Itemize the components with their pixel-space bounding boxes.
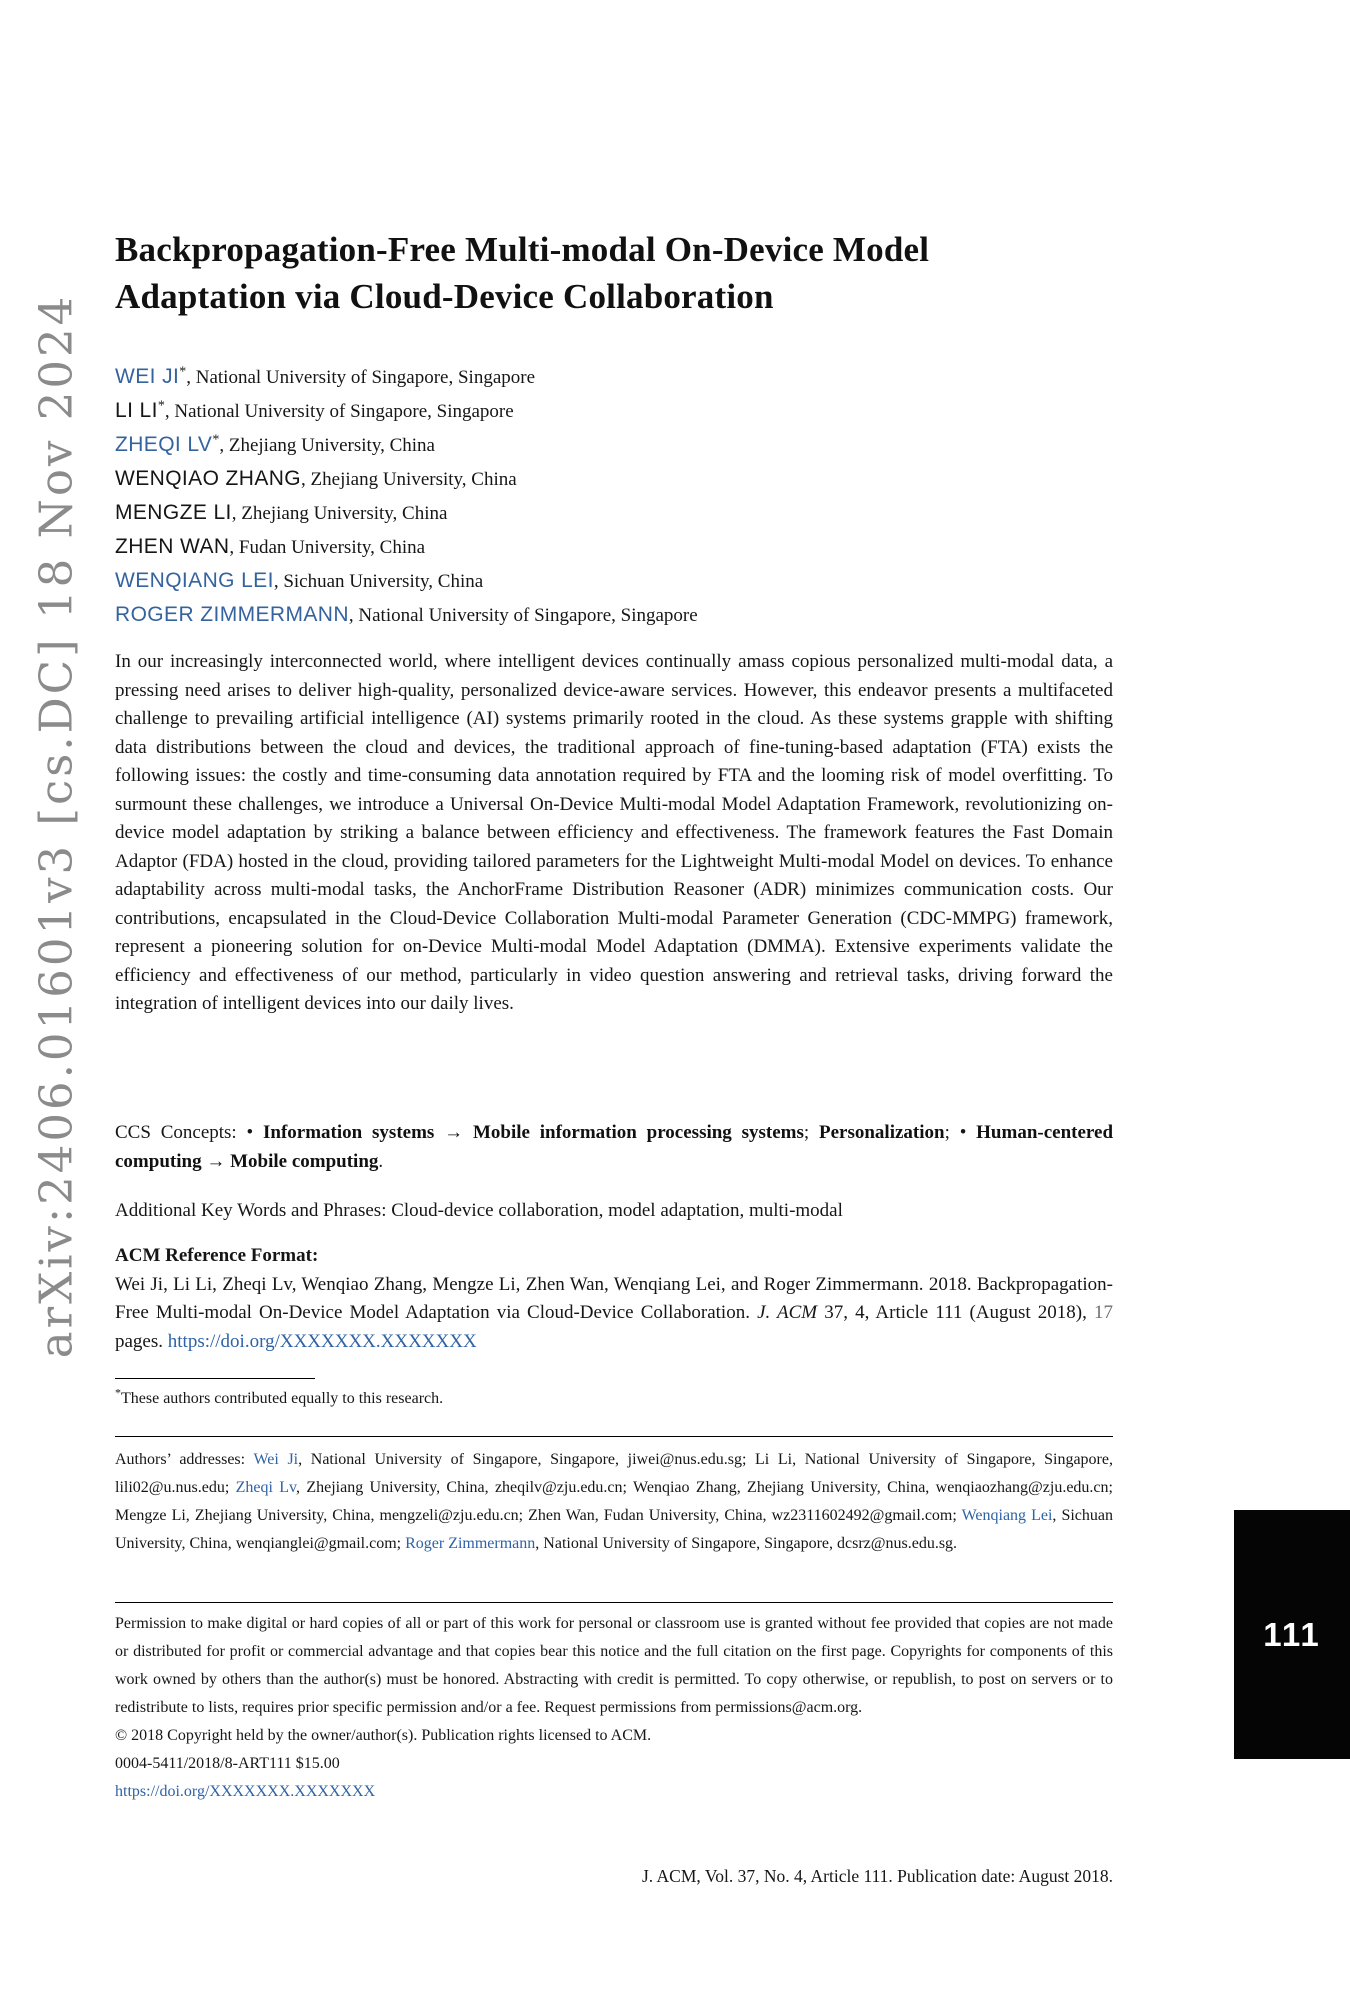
ccs-bullet: • bbox=[959, 1122, 977, 1143]
author-address-link[interactable]: Wenqiang Lei bbox=[961, 1507, 1053, 1524]
author-name-link[interactable]: ZHEQI LV bbox=[115, 433, 213, 456]
author-name-link[interactable]: ROGER ZIMMERMANN bbox=[115, 603, 349, 626]
acm-reference-format bbox=[115, 1242, 1113, 1356]
author-affiliation: , National University of Singapore, Singapore bbox=[348, 605, 698, 626]
doi-link[interactable]: https://doi.org/XXXXXXX.XXXXXXX bbox=[115, 1783, 376, 1800]
journal-footer: J. ACM, Vol. 37, No. 4, Article 111. Publication date: August 2018. bbox=[641, 1866, 1113, 1886]
divider-rule bbox=[115, 1602, 1113, 1603]
author-name: ZHEN WAN bbox=[115, 535, 230, 558]
copyright-line: © 2018 Copyright held by the owner/author(s). Publication rights licensed to ACM. bbox=[115, 1727, 652, 1744]
author-name: WENQIAO ZHANG bbox=[115, 467, 302, 490]
ccs-concepts bbox=[115, 1118, 1113, 1176]
footnote-marker: * bbox=[115, 1385, 121, 1400]
author-affiliation: , Zhejiang University, China bbox=[219, 435, 435, 456]
author-row bbox=[115, 462, 1113, 496]
abstract: In our increasingly interconnected world, where intelligent devices continually amass copious personalized multi-modal data, a pressing need arises to deliver high-quality, personalized device-aware services. However, this endeavor presents a multifaceted challenge to prevailing artificial intelligence (AI) systems primarily rooted in the cloud. As these systems grapple with shifting data distributions between the cloud and devices, the traditional approach of fine-tuning-based adaptation (FTA) exists the following issues: the costly and time-consuming data annotation required by FTA and the looming risk of model overfitting. To surmount these challenges, we introduce a Universal On-Device Multi-modal Model Adaptation Framework, revolutionizing on-device model adaptation by striking a balance between efficiency and effectiveness. The framework features the Fast Domain Adaptor (FDA) hosted in the cloud, providing tailored parameters for the Lightweight Multi-modal Model on devices. To enhance adaptability across multi-modal tasks, the AnchorFrame Distribution Reasoner (ADR) minimizes communication costs. Our contributions, encapsulated in the Cloud-Device Collaboration Multi-modal Parameter Generation (CDC-MMPG) framework, represent a pioneering solution for on-Device Multi-modal Model Adaptation (DMMA). Extensive experiments validate the efficiency and effectiveness of our method, particularly in video question answering and retrieval tasks, driving forward the integration of intelligent devices into our daily lives. bbox=[115, 651, 1113, 1014]
address-text: , Sichuan University, China, wenqianglei@gmail.com; bbox=[115, 1507, 1114, 1552]
keywords: Additional Key Words and Phrases: Cloud-device collaboration, model adaptation, multi-modal bbox=[115, 1200, 843, 1221]
author-row bbox=[115, 598, 1113, 632]
author-affiliation: , Zhejiang University, China bbox=[231, 503, 448, 524]
address-text: , National University of Singapore, Singapore, dcsrz@nus.edu.sg. bbox=[535, 1535, 958, 1552]
doi-link[interactable]: https://doi.org/XXXXXXX.XXXXXXX bbox=[167, 1330, 477, 1352]
article-number: 111 bbox=[1263, 1615, 1321, 1653]
journal-name: J. ACM bbox=[757, 1302, 818, 1323]
paper-title bbox=[115, 226, 1113, 320]
author-affiliation: , Sichuan University, China bbox=[273, 571, 484, 592]
paper-title-line1: Backpropagation-Free Multi-modal On-Device Model bbox=[115, 230, 930, 269]
author-address-link[interactable]: Roger Zimmermann bbox=[405, 1535, 536, 1552]
ccs-concept: Personalization bbox=[818, 1122, 945, 1143]
author-row bbox=[115, 530, 1113, 564]
ccs-label: CCS Concepts: bbox=[115, 1122, 247, 1143]
authors-addresses bbox=[115, 1446, 1113, 1558]
author-name-link[interactable]: WENQIANG LEI bbox=[115, 569, 274, 592]
author-address-link[interactable]: Wei Ji bbox=[253, 1451, 299, 1468]
author-affiliation: , Zhejiang University, China bbox=[301, 469, 517, 490]
author-row bbox=[115, 428, 1113, 462]
equal-contribution-footnote bbox=[115, 1386, 1113, 1412]
acm-reference-citation bbox=[115, 1271, 1113, 1357]
ccs-arrow: → bbox=[201, 1151, 231, 1172]
author-name: MENGZE LI bbox=[115, 501, 232, 524]
ccs-bullet: • bbox=[246, 1122, 263, 1143]
address-text: , National University of Singapore, Singapore, jiwei@nus.edu.sg; Li Li, National University of Singapore, Singapore, lili02@u.nus.edu; bbox=[115, 1451, 1113, 1496]
ccs-arrow: → bbox=[434, 1122, 473, 1143]
footnote-marker: * bbox=[179, 364, 187, 380]
permission-block bbox=[115, 1610, 1113, 1806]
author-block bbox=[115, 360, 1113, 632]
citation-text: 37, 4, Article 111 (August 2018), bbox=[817, 1302, 1094, 1323]
footnote-marker: * bbox=[212, 432, 220, 448]
addresses-intro: Authors’ addresses: bbox=[115, 1451, 254, 1468]
footnote-text: These authors contributed equally to this research. bbox=[121, 1390, 444, 1407]
author-name: LI LI bbox=[115, 399, 158, 422]
ccs-concept: Mobile computing bbox=[230, 1151, 379, 1172]
arxiv-watermark: arXiv:2406.01601v3 [cs.DC] 18 Nov 2024 bbox=[29, 293, 83, 1359]
author-address-link[interactable]: Zheqi Lv bbox=[235, 1479, 297, 1496]
author-row bbox=[115, 360, 1113, 394]
ccs-period: . bbox=[378, 1151, 384, 1172]
author-row bbox=[115, 564, 1113, 598]
permission-text: Permission to make digital or hard copies of all or part of this work for personal or classroom use is granted without fee provided that copies are not made or distributed for profit or commercial advantage and that copies bear this notice and the full citation on the first page. Copyrights for components of this work owned by others than the author(s) must be honored. Abstracting with credit is permitted. To copy otherwise, or republish, to post on servers or to redistribute to lists, requires prior specific permission and/or a fee. Request permissions from permissions@acm.org. bbox=[115, 1615, 1113, 1716]
paper-title-line2: Adaptation via Cloud-Device Collaboration bbox=[115, 277, 774, 316]
ccs-separator: ; bbox=[803, 1122, 819, 1143]
citation-text: pages. bbox=[115, 1330, 168, 1352]
page-count: 17 bbox=[1094, 1302, 1113, 1323]
citation-text: Wei Ji, Li Li, Zheqi Lv, Wenqiao Zhang, Mengze Li, Zhen Wan, Wenqiang Lei, and Roger Zimmermann. 2018. Backpropagation-Free Multi-modal On-Device Model Adaptation via Cloud-Device Collaboration. bbox=[115, 1273, 1113, 1323]
author-affiliation: , National University of Singapore, Singapore bbox=[186, 367, 536, 388]
ccs-separator: ; bbox=[944, 1122, 960, 1143]
ccs-concept: Information systems bbox=[263, 1122, 435, 1143]
ccs-concept: Mobile information processing systems bbox=[472, 1122, 804, 1143]
author-row bbox=[115, 394, 1113, 428]
address-text: , Zhejiang University, China, zheqilv@zju.edu.cn; Wenqiao Zhang, Zhejiang University, China, wenqiaozhang@zju.edu.cn; Mengze Li, Zhejiang University, China, mengzeli@zju.edu.cn; Zhen Wan, Fudan University, China, wz2311602492@gmail.com; bbox=[115, 1479, 1113, 1524]
ccs-concept: Human-centered computing bbox=[115, 1122, 1114, 1172]
author-name-link[interactable]: WEI JI bbox=[115, 365, 180, 388]
author-row bbox=[115, 496, 1113, 530]
footnote-rule bbox=[115, 1378, 315, 1379]
issn-line: 0004-5411/2018/8-ART111 $15.00 bbox=[115, 1755, 340, 1772]
author-affiliation: , National University of Singapore, Singapore bbox=[164, 401, 514, 422]
acm-reference-heading: ACM Reference Format: bbox=[115, 1245, 319, 1266]
divider-rule bbox=[115, 1436, 1113, 1437]
author-affiliation: , Fudan University, China bbox=[229, 537, 426, 558]
article-number-tab bbox=[1234, 1510, 1350, 1759]
footnote-marker: * bbox=[157, 398, 165, 414]
